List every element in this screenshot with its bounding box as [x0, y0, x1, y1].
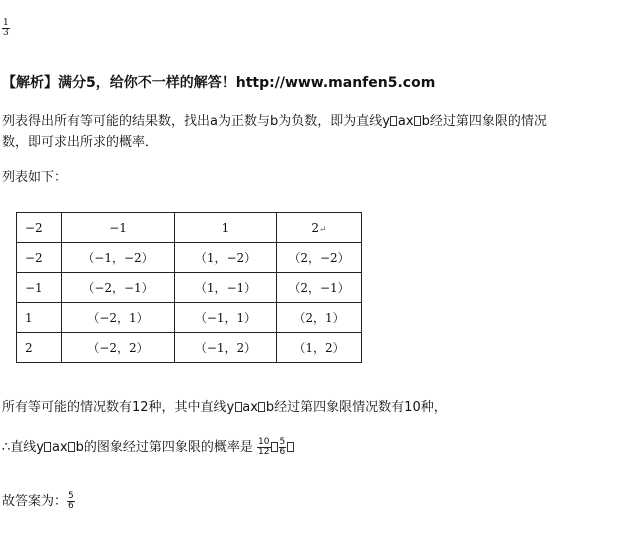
placeholder-box: [235, 402, 242, 412]
table-cell: 1: [175, 213, 277, 243]
fraction-denominator: 3: [3, 28, 9, 38]
placeholder-box: [414, 116, 421, 126]
final-answer-line: [2, 490, 75, 511]
return-mark: ↵: [319, 224, 327, 235]
outcome-table: [16, 212, 362, 363]
table-row: [17, 273, 362, 303]
table-cell: （1，2）: [277, 333, 362, 363]
summary-text: 所有等可能的情况数有12种，其中直线y: [2, 400, 235, 415]
table-cell-text: 2: [311, 220, 320, 235]
table-cell: （−1，2）: [175, 333, 277, 363]
table-cell: −2: [17, 243, 62, 273]
placeholder-box: [287, 442, 294, 452]
summary-text: ax: [242, 400, 258, 415]
fraction-numerator: 10: [258, 437, 270, 447]
table-cell: （1，−1）: [175, 273, 277, 303]
explanation-text: 列表得出所有等可能的结果数，找出a为正数与b为负数，即为直线y: [2, 114, 390, 129]
table-row: [17, 333, 362, 363]
table-cell: （−2，−1）: [62, 273, 175, 303]
table-cell: 2: [17, 333, 62, 363]
fraction-numerator: 1: [3, 18, 9, 28]
fraction-denominator: 12: [258, 447, 270, 457]
table-row: [17, 243, 362, 273]
table-header-row: [17, 213, 362, 243]
table-cell: −1: [17, 273, 62, 303]
placeholder-box: [390, 116, 397, 126]
conclusion-line: [2, 436, 294, 457]
fraction-denominator: 6: [279, 447, 286, 457]
table-cell: [277, 213, 362, 243]
table-cell: −1: [62, 213, 175, 243]
fraction-denominator: 6: [68, 501, 74, 511]
table-cell: （−1，−2）: [62, 243, 175, 273]
table-cell: （−2，2）: [62, 333, 175, 363]
table-cell: （2，−2）: [277, 243, 362, 273]
table-cell: （1，−2）: [175, 243, 277, 273]
summary-line: [2, 396, 447, 415]
table-cell: （−2，1）: [62, 303, 175, 333]
placeholder-box: [258, 402, 265, 412]
probability-fraction: [257, 438, 270, 457]
answer-label: 故答案为：: [2, 494, 68, 509]
table-cell: （−1，1）: [175, 303, 277, 333]
explanation-text: b经过第四象限的情况: [421, 114, 547, 129]
analysis-heading: 【解析】满分5，给你不一样的解答！http://www.manfen5.com: [2, 75, 436, 91]
table-cell: −2: [17, 213, 62, 243]
table-row: [17, 303, 362, 333]
placeholder-box: [271, 442, 278, 452]
explanation-text: ax: [397, 114, 414, 129]
conclusion-text: ax: [51, 440, 68, 455]
list-intro: 列表如下：: [2, 170, 68, 185]
fraction-numerator: 5: [279, 437, 286, 447]
probability-fraction-simplified: [279, 438, 287, 457]
fraction-numerator: 5: [68, 491, 74, 501]
placeholder-box: [68, 442, 75, 452]
conclusion-text: ∴直线y: [2, 440, 44, 455]
conclusion-text: b的图象经过第四象限的概率是: [75, 440, 253, 455]
placeholder-box: [44, 442, 51, 452]
table-cell: （2，1）: [277, 303, 362, 333]
explanation-line-1: [2, 110, 547, 129]
answer-fraction: [67, 492, 75, 511]
table-cell: 1: [17, 303, 62, 333]
explanation-line-2: 数，即可求出所求的概率．: [2, 135, 159, 150]
summary-text: b经过第四象限情况数有10种，: [265, 400, 447, 415]
table-cell: （2，−1）: [277, 273, 362, 303]
top-answer-fraction: [2, 18, 10, 38]
